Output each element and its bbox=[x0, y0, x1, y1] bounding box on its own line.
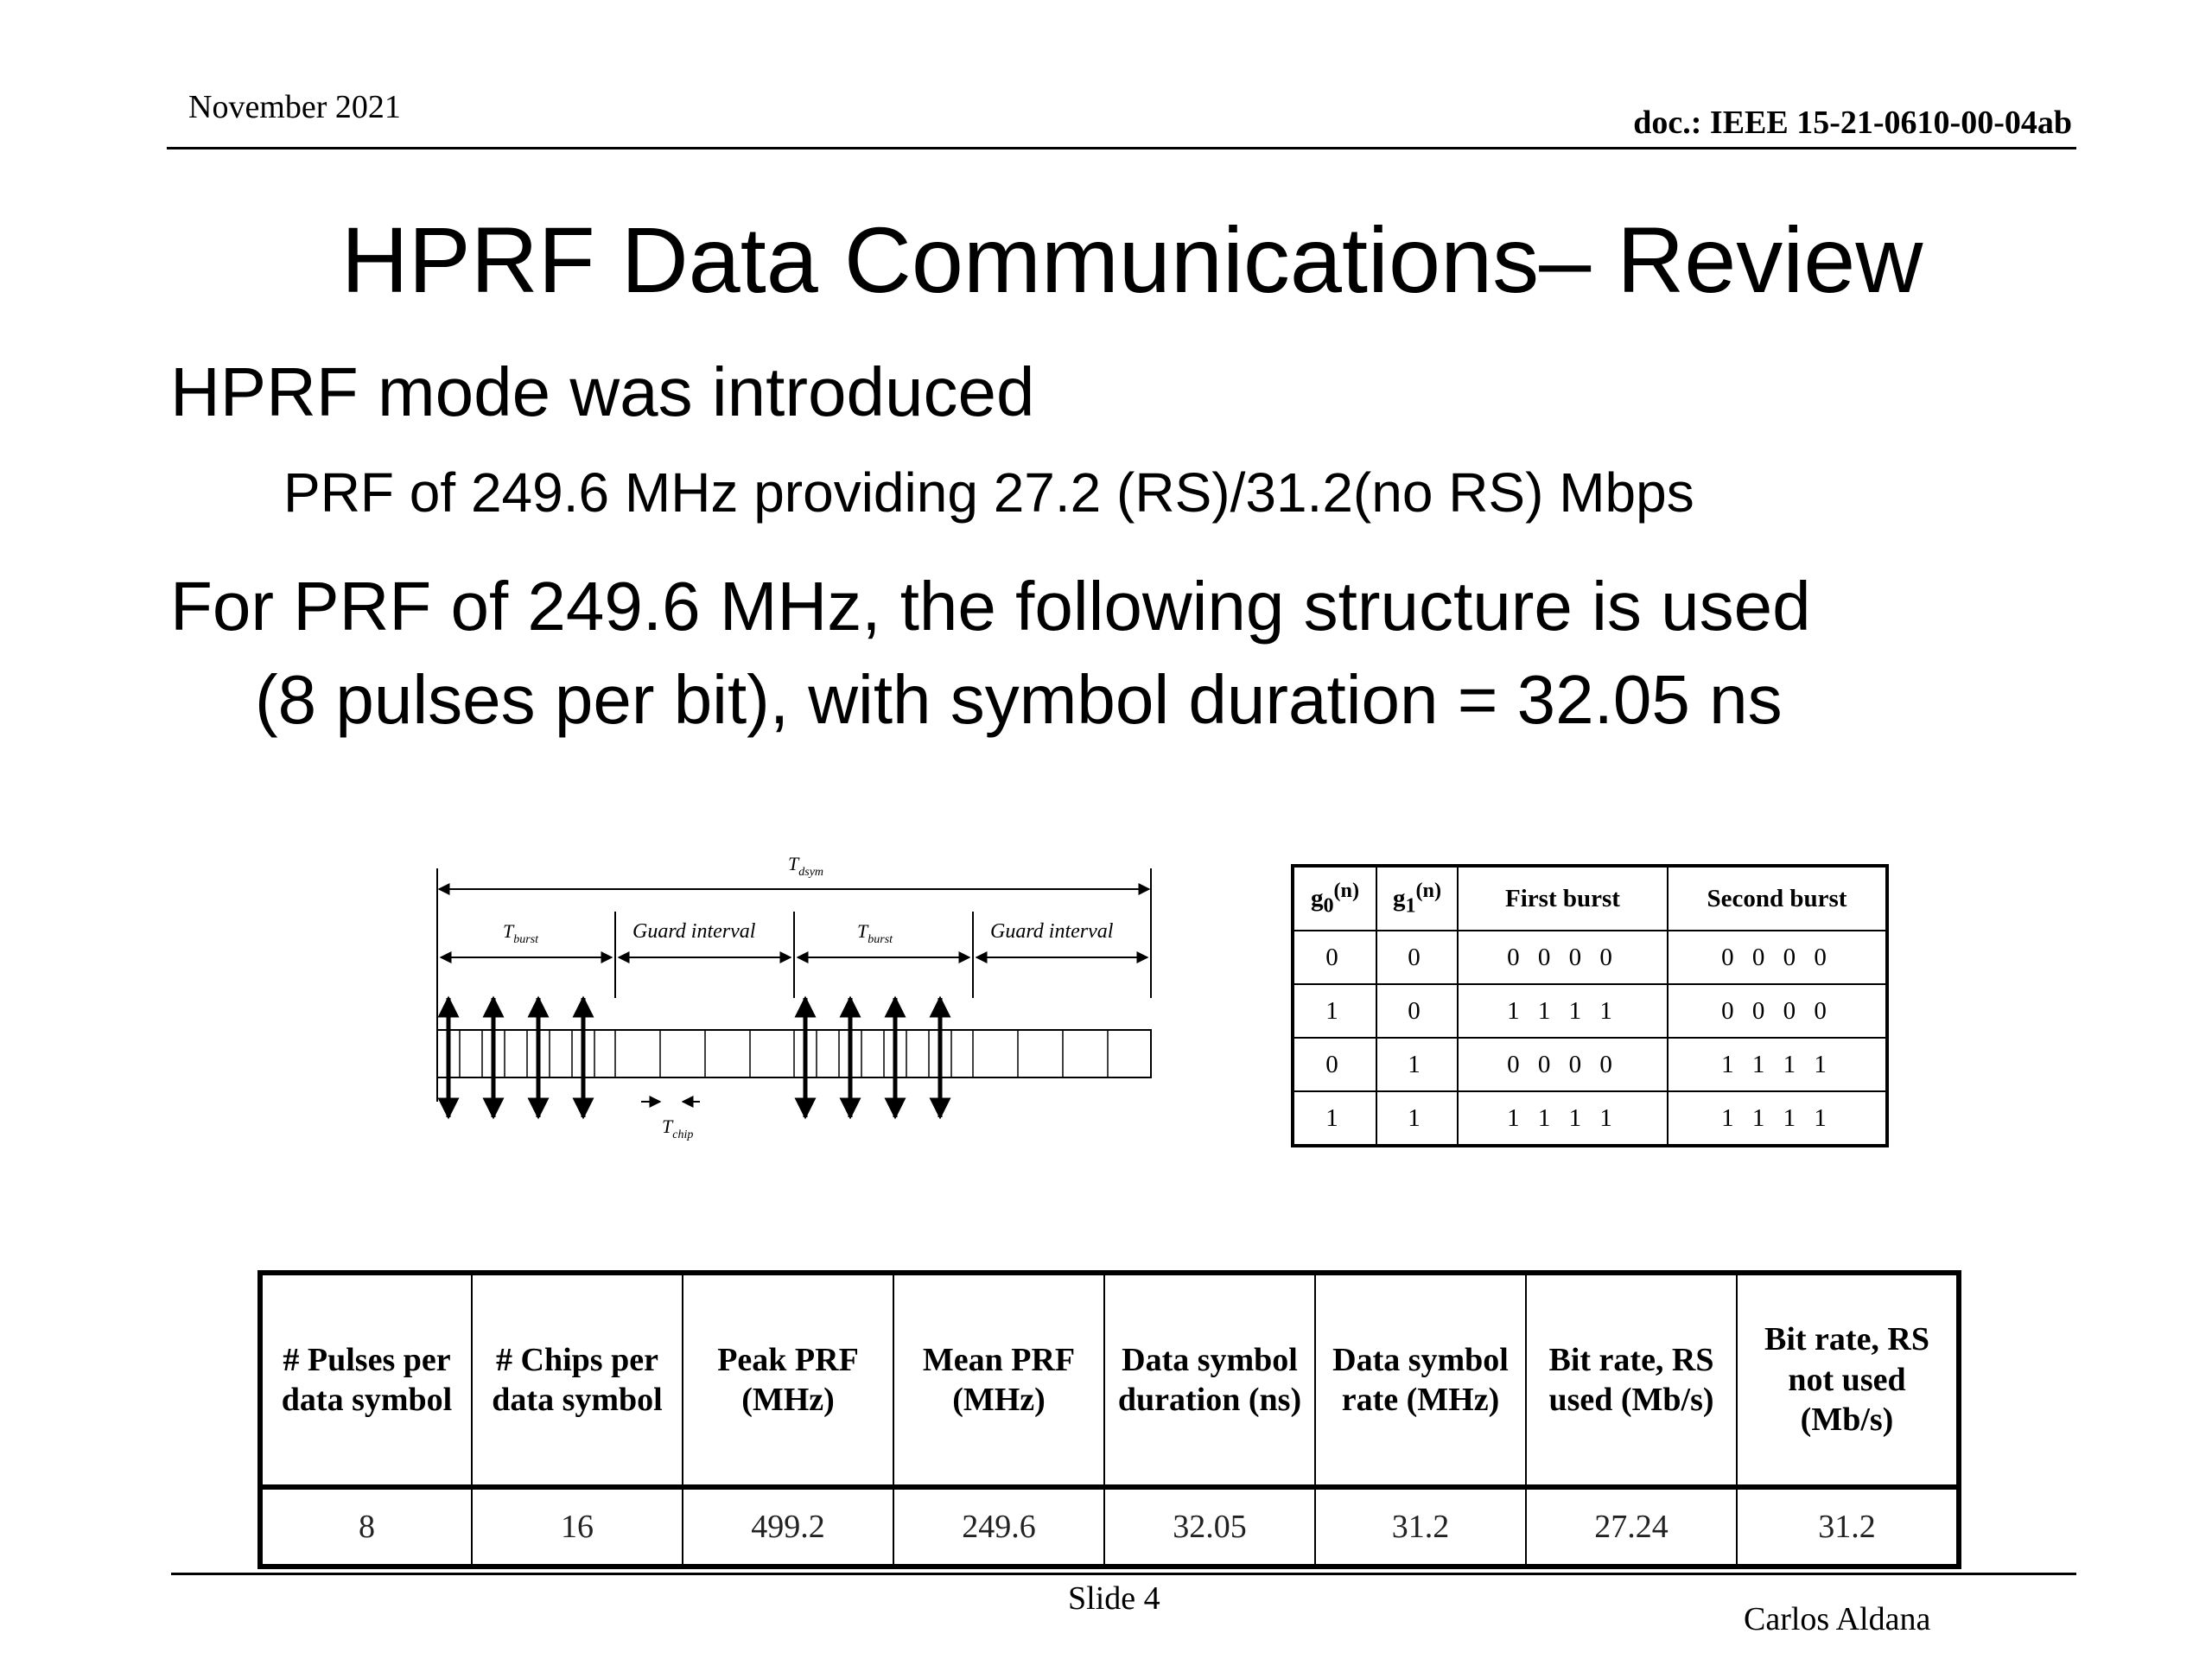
table-cell: 0 0 0 0 bbox=[1668, 984, 1887, 1038]
col-header: Peak PRF (MHz) bbox=[683, 1273, 893, 1487]
table-cell: 0 bbox=[1376, 931, 1458, 984]
table-cell: 249.6 bbox=[893, 1487, 1104, 1567]
bullet-structure-line2: (8 pulses per bit), with symbol duration = 32.05 ns bbox=[255, 661, 1783, 738]
table-cell: 8 bbox=[260, 1487, 472, 1567]
burst-codeword-table bbox=[1291, 864, 1889, 1147]
col-header: Data symbol rate (MHz) bbox=[1315, 1273, 1526, 1487]
burst-structure-diagram bbox=[427, 842, 1172, 1145]
bullet-sub: PRF of 249.6 MHz providing 27.2 (RS)/31.2(no RS) Mbps bbox=[283, 461, 1694, 524]
table-cell: 1 bbox=[1376, 1091, 1458, 1146]
table-cell: 1 1 1 1 bbox=[1458, 984, 1668, 1038]
slide-title: HPRF Data Communications– Review bbox=[340, 207, 1923, 312]
table-header-row bbox=[260, 1273, 1959, 1487]
table-cell: 27.24 bbox=[1526, 1487, 1737, 1567]
table-cell: 0 0 0 0 bbox=[1668, 931, 1887, 984]
col-header: Mean PRF (MHz) bbox=[893, 1273, 1104, 1487]
col-header: $g_1^{(n)}$ bbox=[1376, 866, 1458, 931]
header-doc-id: doc.: IEEE 15-21-0610-00-04ab bbox=[1633, 105, 2072, 141]
col-header: Bit rate, RS used (Mb/s) bbox=[1526, 1273, 1737, 1487]
header-divider bbox=[167, 147, 2076, 149]
table-header-row bbox=[1293, 866, 1887, 931]
col-header: First burst bbox=[1458, 866, 1668, 931]
author-name: Carlos Aldana bbox=[1744, 1601, 1931, 1637]
table-cell: 1 1 1 1 bbox=[1668, 1091, 1887, 1146]
table-cell: 1 bbox=[1376, 1038, 1458, 1091]
col-header: Data symbol duration (ns) bbox=[1104, 1273, 1315, 1487]
table-row bbox=[1293, 984, 1887, 1038]
bullet-structure-line1: For PRF of 249.6 MHz, the following structure is used bbox=[170, 568, 1811, 645]
table-row bbox=[1293, 1038, 1887, 1091]
table-cell: 0 bbox=[1293, 931, 1376, 984]
table-cell: 0 bbox=[1293, 1038, 1376, 1091]
table-cell: 1 bbox=[1293, 984, 1376, 1038]
table-cell: 31.2 bbox=[1737, 1487, 1959, 1567]
table-row bbox=[260, 1487, 1959, 1567]
table-row bbox=[1293, 931, 1887, 984]
tburst-label-2: $T_{burst}$ bbox=[857, 920, 893, 946]
table-cell: 1 1 1 1 bbox=[1668, 1038, 1887, 1091]
table-cell: 1 1 1 1 bbox=[1458, 1091, 1668, 1146]
footer-divider bbox=[171, 1573, 2076, 1575]
guard-interval-label-1: Guard interval bbox=[632, 920, 756, 943]
guard-interval-label-2: Guard interval bbox=[990, 920, 1114, 943]
table-cell: 16 bbox=[472, 1487, 683, 1567]
col-header: # Pulses per data symbol bbox=[260, 1273, 472, 1487]
table-cell: 32.05 bbox=[1104, 1487, 1315, 1567]
table-cell: 499.2 bbox=[683, 1487, 893, 1567]
table-cell: 31.2 bbox=[1315, 1487, 1526, 1567]
tburst-label-1: $T_{burst}$ bbox=[503, 920, 539, 946]
col-header: $g_0^{(n)}$ bbox=[1293, 866, 1376, 931]
tchip-label: $T_{chip}$ bbox=[662, 1116, 694, 1141]
col-header: Bit rate, RS not used (Mb/s) bbox=[1737, 1273, 1959, 1487]
table-row bbox=[1293, 1091, 1887, 1146]
table-cell: 0 0 0 0 bbox=[1458, 1038, 1668, 1091]
header-date: November 2021 bbox=[188, 89, 401, 125]
bullet-structure bbox=[170, 560, 1811, 747]
col-header: Second burst bbox=[1668, 866, 1887, 931]
hprf-parameters-table bbox=[257, 1270, 1961, 1569]
slide-number: Slide 4 bbox=[1068, 1580, 1160, 1617]
table-cell: 0 0 0 0 bbox=[1458, 931, 1668, 984]
table-cell: 0 bbox=[1376, 984, 1458, 1038]
bullet-intro: HPRF mode was introduced bbox=[170, 353, 1035, 430]
col-header: # Chips per data symbol bbox=[472, 1273, 683, 1487]
table-cell: 1 bbox=[1293, 1091, 1376, 1146]
tdsym-label: $T_{dsym}$ bbox=[788, 853, 824, 879]
